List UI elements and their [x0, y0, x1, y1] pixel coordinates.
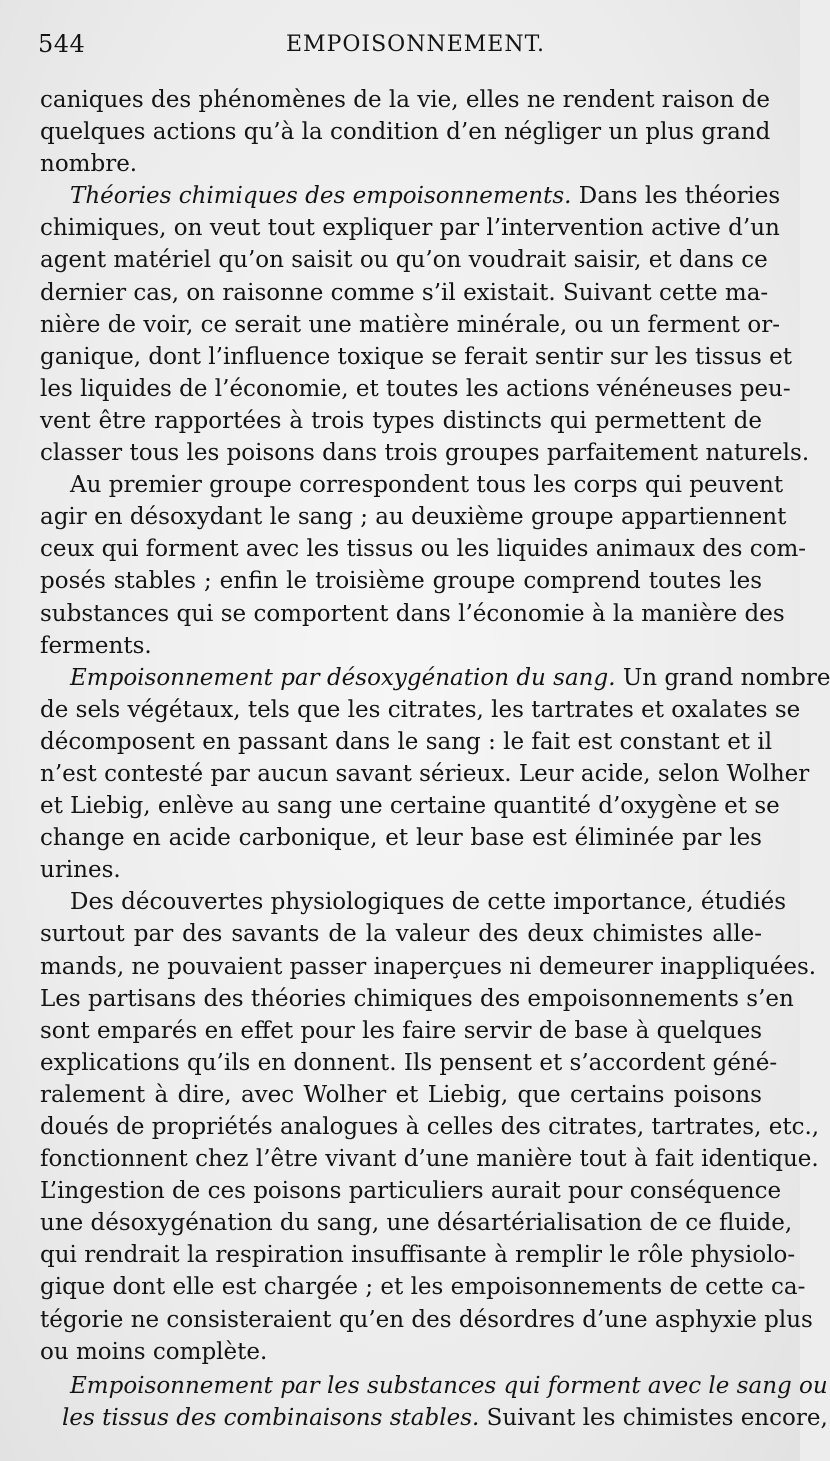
text-line: urines.: [40, 857, 121, 884]
text-line: Au premier groupe correspondent tous les corps qui peuvent: [70, 472, 784, 499]
text-line: décomposent en passant dans le sang : le fait est constant et il: [40, 728, 773, 755]
section-heading: Empoisonnement par les substances qui forment avec le sang ou: [70, 1372, 828, 1399]
section-heading-line: [40, 1370, 828, 1402]
text-line: dernier cas, on raisonne comme s’il existait. Suivant cette ma-: [40, 279, 769, 306]
text-line: les liquides de l’économie, et toutes les actions vénéneuses peu-: [40, 375, 791, 402]
section-heading-line: Théories chimiques des empoisonnements. Dans les théories: [70, 183, 781, 210]
section-heading-line: Empoisonnement par désoxygénation du sang. Un grand nombre: [70, 664, 830, 691]
text-line: qui rendrait la respiration insuffisante à remplir le rôle physiolo-: [40, 1242, 796, 1269]
text-line: surtout par des savants de la valeur des deux chimistes alle-: [40, 921, 762, 948]
text-line: ferments.: [40, 632, 152, 659]
text-line: L’ingestion de ces poisons particuliers aurait pour conséquence: [40, 1178, 782, 1205]
text-line: vent être rapportées à trois types distincts qui permettent de: [40, 407, 762, 434]
text-line: et Liebig, enlève au sang une certaine quantité d’oxygène et se: [40, 793, 780, 820]
text-line: nombre.: [40, 151, 138, 178]
body-text: [40, 84, 830, 1434]
section-heading: Empoisonnement par désoxygénation du sang.: [70, 664, 616, 691]
text-line: classer tous les poisons dans trois groupes parfaitement naturels.: [40, 440, 810, 467]
text-line: ou moins complète.: [40, 1338, 268, 1365]
text-line: de sels végétaux, tels que les citrates, les tartrates et oxalates se: [40, 696, 801, 723]
text-line: doués de propriétés analogues à celles des citrates, tartrates, etc.,: [40, 1114, 820, 1140]
text-line: explications qu’ils en donnent. Ils pensent et s’accordent géné-: [40, 1049, 778, 1076]
text-line: fonctionnent chez l’être vivant d’une manière tout à fait identique.: [40, 1146, 819, 1173]
text-line: ceux qui forment avec les tissus ou les liquides animaux des com-: [40, 536, 807, 563]
text-line: Des découvertes physiologiques de cette importance, étudiés: [70, 889, 787, 916]
text-line: ganique, dont l’influence toxique se ferait sentir sur les tissus et: [40, 343, 792, 370]
text-line: tégorie ne consisteraient qu’en des désordres d’une asphyxie plus: [40, 1306, 813, 1333]
text-line: caniques des phénomènes de la vie, elles ne rendent raison de: [40, 87, 770, 113]
text-line: quelques actions qu’à la condition d’en négliger un plus grand: [40, 119, 771, 146]
section-heading: les tissus des combinaisons stables.: [62, 1404, 480, 1431]
text-line: substances qui se comportent dans l’économie à la manière des: [40, 600, 785, 627]
section-heading: Théories chimiques des empoisonnements.: [70, 183, 572, 210]
text-line: agent matériel qu’on saisit ou qu’on voudrait saisir, et dans ce: [40, 247, 768, 274]
page-number: 544: [38, 30, 86, 58]
text-line: Les partisans des théories chimiques des empoisonnements s’en: [40, 985, 794, 1012]
text-line: mands, ne pouvaient passer inaperçues ni demeurer inappliquées.: [40, 953, 817, 980]
text-line: change en acide carbonique, et leur base est éliminée par les: [40, 825, 762, 852]
page-header: [38, 30, 760, 66]
running-head: EMPOISONNEMENT.: [286, 32, 546, 57]
text-line: gique dont elle est chargée ; et les empoisonnements de cette ca-: [40, 1274, 806, 1301]
text-line: agir en désoxydant le sang ; au deuxième groupe appartiennent: [40, 504, 787, 531]
text-line: une désoxygénation du sang, une désartérialisation de ce fluide,: [40, 1210, 793, 1237]
text-line: sont emparés en effet pour les faire servir de base à quelques: [40, 1017, 763, 1044]
text-line: nière de voir, ce serait une matière minérale, ou un ferment or-: [40, 311, 780, 338]
text-line: ralement à dire, avec Wolher et Liebig, que certains poisons: [40, 1081, 762, 1108]
text-line: posés stables ; enfin le troisième groupe comprend toutes les: [40, 568, 762, 595]
text-line: les tissus des combinaisons stables. Suivant les chimistes encore,: [62, 1404, 828, 1431]
text-line: n’est contesté par aucun savant sérieux. Leur acide, selon Wolher: [40, 760, 810, 787]
text-line: chimiques, on veut tout expliquer par l’intervention active d’un: [40, 215, 780, 242]
